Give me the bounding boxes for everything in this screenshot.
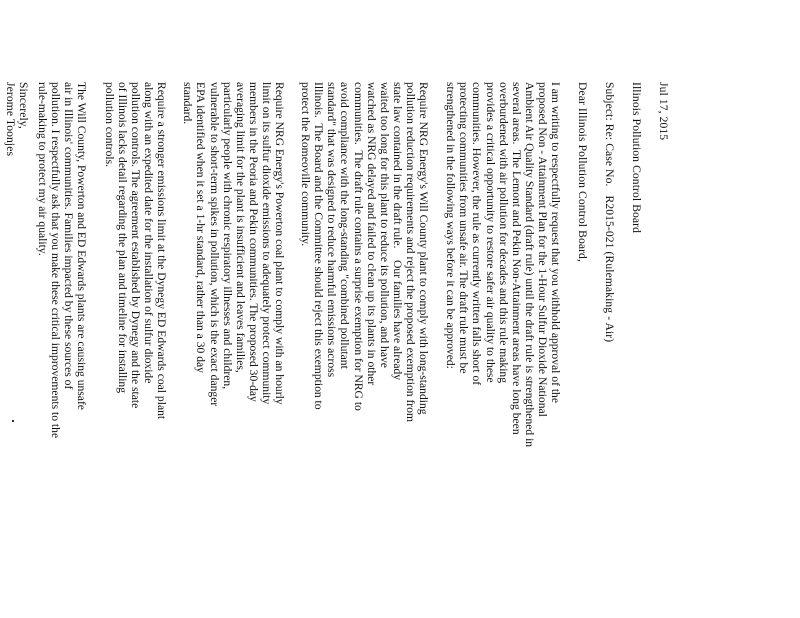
text-line: protect the Romeoville community.	[299, 82, 313, 247]
text-line: of Illinois lacks detail regarding the plan and timeline for installing	[115, 82, 129, 394]
text-line: watched as NRG delayed and failed to clean up its plants in other	[364, 82, 378, 386]
text-line: pollution reduction requirements and reject the proposed exemption from	[403, 82, 417, 422]
text-line: pollution controls. The agreement established by Dynegy and the state	[128, 82, 142, 409]
text-line: several areas. The Lemont and Pekin Non-Attainment areas have long been	[509, 82, 523, 435]
signature-name: Jerome Toonjes	[4, 82, 17, 157]
text-line: Require NRG Energy's Will County plant to comply with long-standing	[417, 82, 430, 415]
letter-salutation: Dear Illinois Pollution Control Board,	[576, 82, 589, 262]
text-line: Illinois. The Board and the Committee should reject this exemption to	[312, 82, 326, 410]
text-line: The Will County, Powerton and ED Edwards plants are causing unsafe	[75, 82, 88, 410]
text-line: members in the Peoria and Pekin communities. The proposed 30-day	[246, 82, 260, 402]
text-line: communities. The draft rule contains a surprise exemption for NRG to	[351, 82, 365, 411]
text-line: particularly people with chronic respiratory illnesses and children,	[220, 82, 234, 390]
scan-speck	[12, 420, 14, 422]
text-line: pollution. I respectfully ask that you make these critical improvements to the	[48, 82, 62, 439]
text-line: avoid compliance with the long-standing "combined pollutant	[338, 82, 352, 369]
text-line: EPA identified when it set a 1-hr standard, rather than a 30 day	[194, 82, 208, 373]
text-line: waited too long for this plant to reduce its pollution, and have	[377, 82, 391, 368]
letter-closing: Sincerely,	[17, 82, 30, 129]
text-line: rule-making to protect my air quality.	[35, 82, 49, 256]
text-line: air in Illinois' communities. Families impacted by these sources of	[61, 82, 75, 390]
text-line: overburdened with air pollution for decades and this rule making	[496, 82, 510, 384]
text-line: along with an expedited date for the installation of sulfur dioxide	[141, 82, 155, 384]
text-line: strengthened in the following ways before it can be approved:	[444, 82, 458, 369]
text-line: averaging limit for the plant is insufficient and leaves families,	[233, 82, 247, 373]
text-line: I am writing to respectfully request that you withhold approval of the	[549, 82, 562, 404]
text-line: Require NRG Energy's Powerton coal plant to comply with an hourly	[273, 82, 286, 405]
text-line: Ambient Air Quality Standard (draft rule) until the draft rule is strengthened in	[522, 82, 536, 448]
letter-subject: Subject: Re: Case No. R2015-021 (Rulemaking - Air)	[603, 82, 616, 343]
text-line: limit on its sulfur dioxide emissions to adequately protect community	[259, 82, 273, 405]
paragraph-nrg-powerton	[181, 82, 286, 406]
text-line: proposed Non - Attainment Plan for the 1-Hour Sulfur Dioxide National	[535, 82, 549, 417]
text-line: standard.	[181, 82, 195, 125]
letter-date: Jul 17, 2015	[657, 82, 670, 141]
text-line: Require a stronger emissions limit at the Dynegy ED Edwards coal plant	[155, 82, 168, 420]
text-line: state law contained in the draft rule. Our families have already	[390, 82, 404, 381]
text-line: vulnerable to short-term spikes in pollution, which is the exact danger	[207, 82, 221, 407]
letter-recipient: Illinois Pollution Control Board	[630, 82, 643, 234]
paragraph-nrg-will-county	[299, 82, 430, 422]
paragraph-dynegy-ed-edwards	[103, 82, 168, 419]
text-line: standard" that was designed to reduce harmful emissions across	[325, 82, 339, 378]
text-line: pollution controls.	[102, 82, 116, 168]
paragraph-conclusion	[36, 82, 88, 438]
text-line: protecting communities from unsafe air. The draft rule must be	[457, 82, 471, 374]
text-line: provides a critical opportunity to restore safer air quality to these	[483, 82, 497, 383]
paragraph-request-withhold	[444, 82, 562, 447]
text-line: communities. However, the rule as currently written falls short of	[470, 82, 484, 386]
